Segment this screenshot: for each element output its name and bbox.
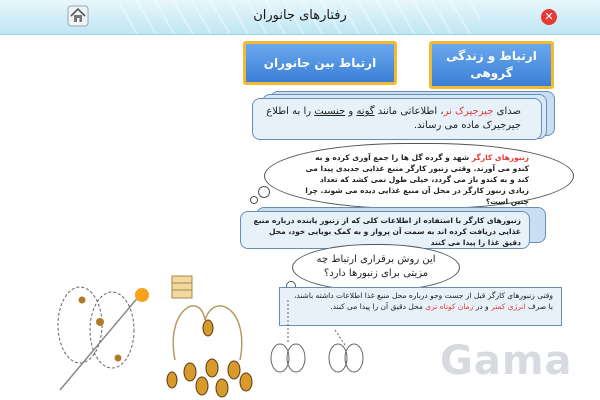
beehive-icon <box>172 276 192 298</box>
card1-gender: جنسیت <box>314 106 346 117</box>
title-bar <box>0 0 600 35</box>
bee-answer-card: زنبورهای کارگر با استفاده از اطلاعات کلی که از زنبور یابنده درباره منبع غذایی دریافت کرده اند به سمت آن پرواز و به کمک بویایی خود، محل دقیق غذا را پیدا می کنند <box>240 211 530 249</box>
cloud1-text: شهد و گرده گل ها را جمع آوری کرده و به کندو می آورند. وقتی زنبور کارگر منبع غذایی جدیدی پیدا می کند و به کندو باز می گردد، خیلی طول نمی کشد که تعداد زیادی زنبور کارگر در محل آن منبع غذایی دیده می شوند. چرا چنین است؟ <box>305 153 529 206</box>
answer-energy: انرژی کمتر <box>491 301 526 311</box>
answer-post: محل دقیق آن را پیدا می کنند. <box>330 301 423 311</box>
bee-cluster <box>167 306 252 397</box>
close-icon[interactable]: ✕ <box>541 9 557 25</box>
card1-species: گونه <box>356 106 375 117</box>
answer-pre: با صرف <box>527 301 553 311</box>
waggle-dance-diagram <box>58 287 149 390</box>
answer-time: زمان کوتاه تری <box>425 301 474 311</box>
question-cloud-bees <box>264 143 574 209</box>
card1-highlight: جیرجیرک نر <box>443 106 494 117</box>
sun-icon <box>135 288 149 302</box>
card1-mid: ، اطلاعاتی مانند <box>377 106 444 117</box>
gama-watermark: Gama <box>440 338 573 384</box>
question-cloud-advantage: این روش برقراری ارتباط چه مزیتی برای زنبورها دارد؟ <box>292 244 460 291</box>
answer-and: و در <box>475 301 489 311</box>
card1-prefix: صدای <box>496 106 521 117</box>
tab-group-life[interactable]: ارتباط و زندگی گروهی <box>429 41 554 89</box>
cloud1-highlight: زنبورهای کارگر <box>471 153 529 162</box>
dance-loop-diagrams <box>271 300 363 372</box>
cloud-puff <box>250 196 258 204</box>
cloud-puff <box>258 186 270 198</box>
tab-animal-communication[interactable]: ارتباط بین جانوران <box>243 41 397 85</box>
card1-and: و <box>348 106 354 117</box>
cricket-info-card <box>252 98 542 140</box>
page-title: رفتارهای جانوران <box>253 8 347 23</box>
answer-line1: وقتی زنبورهای کارگر قبل از جست وجو درباره محل منبع غذا اطلاعات داشته باشند، <box>293 291 553 300</box>
card1-suffix: را به اطلاع جیرجیرک ماده می رساند. <box>266 106 521 131</box>
